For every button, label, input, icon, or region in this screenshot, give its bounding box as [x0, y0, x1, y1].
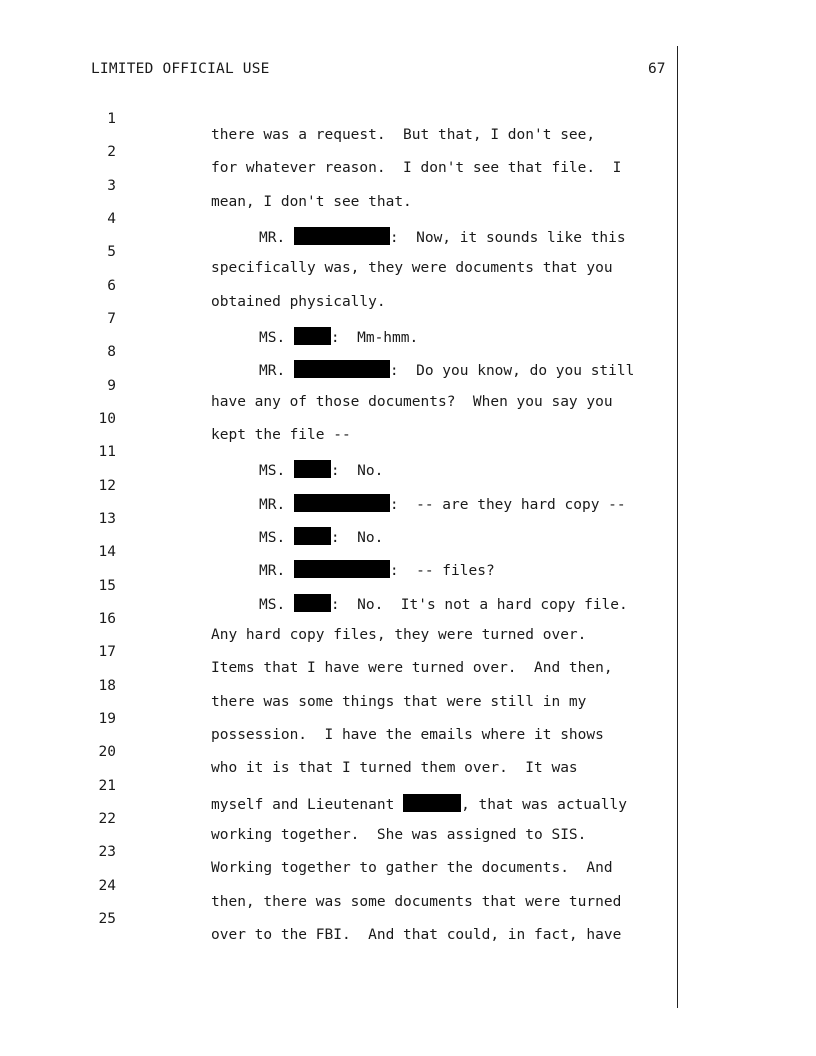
line-remainder: : No.: [330, 463, 384, 479]
line-number: 4: [107, 211, 116, 227]
line-remainder: : -- files?: [389, 563, 495, 579]
speaker-label: MR.: [259, 497, 294, 513]
page-header-classification: LIMITED OFFICIAL USE: [91, 61, 270, 77]
redaction-block: [403, 794, 461, 812]
line-text: mean, I don't see that.: [211, 194, 412, 210]
line-text: [259, 527, 383, 546]
margin-rule: [677, 46, 678, 1008]
line-remainder: : -- are they hard copy --: [389, 497, 626, 513]
line-text: kept the file --: [211, 427, 351, 443]
transcript-line: [0, 162, 412, 210]
line-lead: myself and Lieutenant: [211, 797, 404, 813]
redaction-block: [294, 494, 390, 512]
line-number: 3: [107, 178, 116, 194]
line-remainder: : Now, it sounds like this: [389, 230, 626, 246]
line-text: [211, 794, 627, 813]
line-text: [259, 360, 634, 379]
line-number: 8: [107, 344, 116, 360]
line-text: Working together to gather the documents. And: [211, 860, 613, 876]
line-number: 15: [98, 578, 116, 594]
line-text: obtained physically.: [211, 294, 386, 310]
line-number: 14: [98, 544, 116, 560]
speaker-label: MR.: [259, 563, 294, 579]
line-number: 22: [98, 811, 116, 827]
line-text: possession. I have the emails where it shows: [211, 727, 604, 743]
line-number: 13: [98, 511, 116, 527]
line-number: 2: [107, 144, 116, 160]
transcript-line: [0, 395, 351, 443]
line-text: working together. She was assigned to SIS.: [211, 827, 587, 843]
line-text: [259, 594, 628, 613]
line-remainder: , that was actually: [461, 797, 627, 813]
line-text: [259, 494, 626, 513]
transcript-line: [0, 95, 596, 143]
line-number: 6: [107, 278, 116, 294]
line-number: 19: [98, 711, 116, 727]
line-number: 10: [98, 411, 116, 427]
line-number: 1: [107, 111, 116, 127]
line-number: 21: [98, 778, 116, 794]
redaction-block: [294, 560, 390, 578]
line-number: 25: [98, 911, 116, 927]
line-remainder: : Do you know, do you still: [389, 363, 635, 379]
line-number: 5: [107, 244, 116, 260]
line-text: Items that I have were turned over. And then,: [211, 660, 613, 676]
speaker-label: MR.: [259, 230, 294, 246]
line-number: 7: [107, 311, 116, 327]
line-number: 20: [98, 744, 116, 760]
redaction-block: [294, 227, 390, 245]
line-remainder: : Mm-hmm.: [330, 330, 419, 346]
line-number: 18: [98, 678, 116, 694]
line-text: [259, 327, 418, 346]
transcript-line: [0, 262, 386, 310]
line-text: for whatever reason. I don't see that file. I: [211, 160, 622, 176]
redaction-block: [294, 360, 390, 378]
line-text: over to the FBI. And that could, in fact, have: [211, 927, 622, 943]
line-remainder: : No.: [330, 530, 384, 546]
speaker-label: MS.: [259, 530, 294, 546]
speaker-label: MS.: [259, 330, 294, 346]
line-text: there was some things that were still in my: [211, 694, 587, 710]
speaker-label: MS.: [259, 597, 294, 613]
line-text: [259, 560, 495, 579]
redaction-block: [294, 594, 331, 612]
line-number: 11: [98, 444, 116, 460]
line-text: [259, 227, 626, 246]
speaker-label: MR.: [259, 363, 294, 379]
speaker-label: MS.: [259, 463, 294, 479]
line-text: Any hard copy files, they were turned over.: [211, 627, 587, 643]
line-remainder: : No. It's not a hard copy file.: [330, 597, 628, 613]
line-number: 23: [98, 844, 116, 860]
redaction-block: [294, 327, 331, 345]
line-text: specifically was, they were documents that you: [211, 260, 613, 276]
line-text: who it is that I turned them over. It was: [211, 760, 578, 776]
line-number: 12: [98, 478, 116, 494]
line-text: there was a request. But that, I don't see,: [211, 127, 596, 143]
line-number: 24: [98, 878, 116, 894]
line-text: have any of those documents? When you say you: [211, 394, 613, 410]
line-text: [259, 460, 383, 479]
line-text: then, there was some documents that were turned: [211, 894, 622, 910]
line-number: 9: [107, 378, 116, 394]
line-number: 17: [98, 644, 116, 660]
redaction-block: [294, 527, 331, 545]
page-number: 67: [648, 61, 666, 77]
line-number: 16: [98, 611, 116, 627]
redaction-block: [294, 460, 331, 478]
